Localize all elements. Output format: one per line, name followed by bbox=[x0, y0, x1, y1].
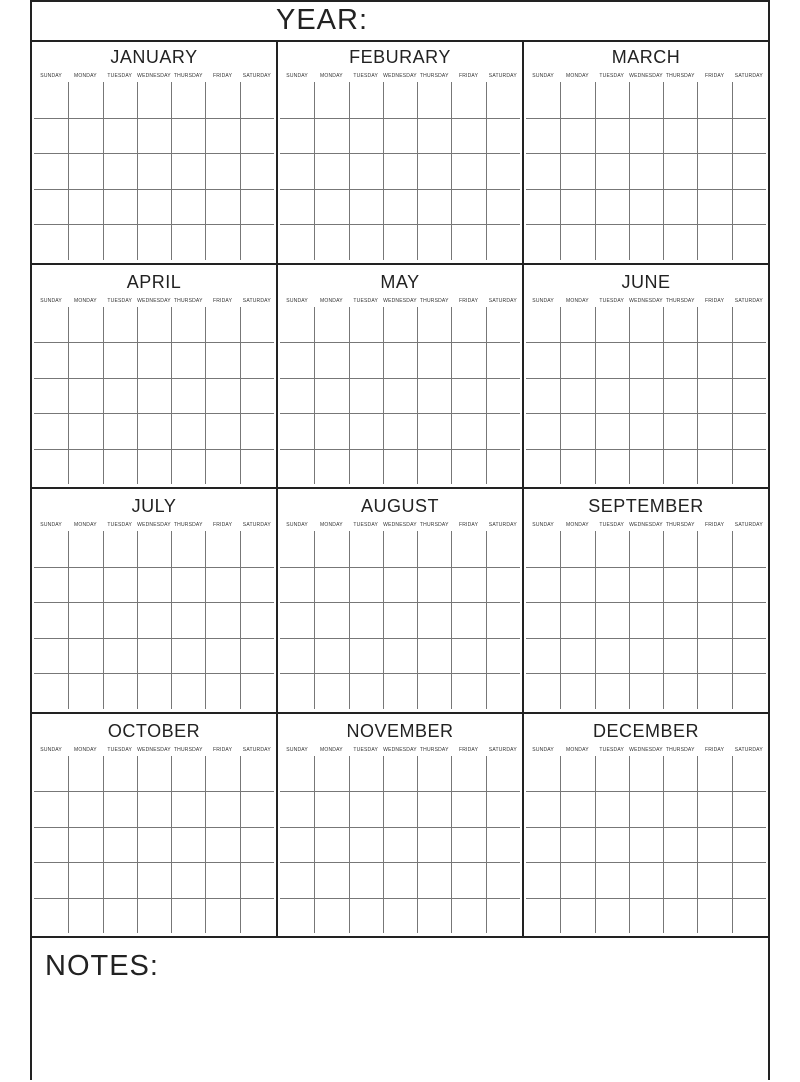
weekday-label: SUNDAY bbox=[40, 522, 62, 528]
grid-column-divider bbox=[451, 531, 452, 709]
weekday-label: SUNDAY bbox=[532, 297, 554, 304]
grid-column-divider bbox=[314, 756, 315, 934]
grid-column-divider bbox=[663, 82, 664, 260]
weekday-label: SATURDAY bbox=[242, 73, 271, 79]
grid-row-divider bbox=[34, 567, 274, 568]
day-grid[interactable] bbox=[280, 307, 520, 485]
weekday-label: WEDNESDAY bbox=[137, 297, 171, 304]
weekday-label: WEDNESDAY bbox=[137, 73, 171, 79]
grid-column-divider bbox=[629, 82, 630, 260]
calendar-sheet bbox=[30, 0, 770, 1080]
grid-row-divider bbox=[526, 118, 766, 119]
weekday-label: TUESDAY bbox=[353, 297, 379, 304]
grid-row-divider bbox=[526, 378, 766, 379]
grid-column-divider bbox=[451, 307, 452, 485]
grid-column-divider bbox=[137, 82, 138, 260]
weekday-label: FRIDAY bbox=[704, 746, 725, 753]
weekday-header bbox=[526, 73, 766, 81]
grid-row-divider bbox=[34, 224, 274, 225]
weekday-label: SATURDAY bbox=[734, 297, 763, 304]
month-title: SEPTEMBER bbox=[588, 496, 704, 516]
grid-column-divider bbox=[595, 756, 596, 934]
weekday-label: MONDAY bbox=[566, 746, 589, 753]
grid-column-divider bbox=[68, 756, 69, 934]
day-grid[interactable] bbox=[34, 531, 274, 709]
grid-row-divider bbox=[280, 827, 520, 828]
month-title: MARCH bbox=[611, 47, 681, 67]
weekday-label: THURSDAY bbox=[419, 522, 449, 528]
weekday-header bbox=[280, 522, 520, 530]
grid-row-divider bbox=[34, 898, 274, 899]
weekday-header bbox=[34, 522, 274, 530]
grid-column-divider bbox=[240, 307, 241, 485]
weekday-label: MONDAY bbox=[74, 297, 97, 304]
grid-row-divider bbox=[280, 567, 520, 568]
grid-column-divider bbox=[68, 82, 69, 260]
grid-column-divider bbox=[171, 531, 172, 709]
weekday-header bbox=[526, 522, 766, 530]
grid-row-divider bbox=[280, 153, 520, 154]
weekday-label: FRIDAY bbox=[212, 73, 233, 79]
grid-column-divider bbox=[417, 307, 418, 485]
weekday-label: SUNDAY bbox=[532, 746, 554, 753]
day-grid[interactable] bbox=[526, 756, 766, 934]
weekday-label: FRIDAY bbox=[704, 522, 725, 528]
weekday-header bbox=[526, 298, 766, 306]
weekday-label: WEDNESDAY bbox=[629, 73, 663, 79]
weekday-label: FRIDAY bbox=[212, 297, 233, 304]
grid-column-divider bbox=[314, 82, 315, 260]
weekday-label: FRIDAY bbox=[458, 297, 479, 304]
grid-row-divider bbox=[526, 153, 766, 154]
grid-column-divider bbox=[314, 307, 315, 485]
weekday-label: THURSDAY bbox=[173, 297, 203, 304]
grid-column-divider bbox=[349, 307, 350, 485]
month-panel-feburary bbox=[278, 40, 524, 265]
grid-column-divider bbox=[68, 531, 69, 709]
weekday-label: THURSDAY bbox=[665, 297, 695, 304]
weekday-label: THURSDAY bbox=[173, 746, 203, 753]
month-title: APRIL bbox=[126, 271, 182, 292]
grid-row-divider bbox=[34, 638, 274, 639]
month-panel-december bbox=[524, 714, 768, 939]
weekday-header bbox=[526, 747, 766, 755]
grid-column-divider bbox=[697, 756, 698, 934]
day-grid[interactable] bbox=[34, 82, 274, 260]
month-title: JUNE bbox=[621, 271, 671, 292]
grid-column-divider bbox=[383, 82, 384, 260]
grid-column-divider bbox=[68, 307, 69, 485]
month-title: JANUARY bbox=[110, 47, 198, 67]
grid-column-divider bbox=[417, 756, 418, 934]
weekday-label: SUNDAY bbox=[40, 746, 62, 753]
weekday-label: FRIDAY bbox=[212, 746, 233, 753]
grid-column-divider bbox=[314, 531, 315, 709]
grid-column-divider bbox=[732, 756, 733, 934]
grid-row-divider bbox=[280, 602, 520, 603]
weekday-label: TUESDAY bbox=[353, 746, 379, 753]
weekday-label: SATURDAY bbox=[488, 746, 517, 753]
grid-column-divider bbox=[383, 756, 384, 934]
weekday-label: FRIDAY bbox=[212, 522, 233, 528]
weekday-label: SATURDAY bbox=[734, 522, 763, 528]
weekday-label: TUESDAY bbox=[599, 522, 625, 528]
grid-row-divider bbox=[526, 638, 766, 639]
weekday-label: FRIDAY bbox=[458, 522, 479, 528]
grid-row-divider bbox=[34, 602, 274, 603]
weekday-label: THURSDAY bbox=[419, 73, 449, 79]
grid-row-divider bbox=[34, 118, 274, 119]
grid-column-divider bbox=[383, 531, 384, 709]
grid-column-divider bbox=[205, 307, 206, 485]
grid-row-divider bbox=[526, 413, 766, 414]
day-grid[interactable] bbox=[526, 531, 766, 709]
weekday-label: SATURDAY bbox=[242, 746, 271, 753]
day-grid[interactable] bbox=[280, 531, 520, 709]
grid-column-divider bbox=[451, 756, 452, 934]
grid-column-divider bbox=[383, 307, 384, 485]
grid-column-divider bbox=[595, 82, 596, 260]
grid-row-divider bbox=[280, 791, 520, 792]
weekday-label: SATURDAY bbox=[488, 73, 517, 79]
grid-column-divider bbox=[103, 756, 104, 934]
month-title: JULY bbox=[131, 496, 177, 516]
grid-column-divider bbox=[103, 531, 104, 709]
weekday-header bbox=[34, 747, 274, 755]
month-panel-may bbox=[278, 265, 524, 490]
weekday-label: MONDAY bbox=[566, 73, 589, 79]
grid-column-divider bbox=[103, 307, 104, 485]
weekday-label: MONDAY bbox=[74, 73, 97, 79]
grid-row-divider bbox=[280, 189, 520, 190]
grid-row-divider bbox=[34, 827, 274, 828]
month-title: DECEMBER bbox=[592, 720, 699, 741]
grid-column-divider bbox=[205, 82, 206, 260]
months-grid bbox=[32, 40, 768, 938]
grid-column-divider bbox=[349, 756, 350, 934]
weekday-label: SATURDAY bbox=[242, 522, 271, 528]
grid-row-divider bbox=[34, 862, 274, 863]
grid-row-divider bbox=[280, 898, 520, 899]
year-bar bbox=[32, 2, 768, 42]
grid-column-divider bbox=[171, 756, 172, 934]
grid-column-divider bbox=[486, 307, 487, 485]
grid-column-divider bbox=[486, 531, 487, 709]
grid-column-divider bbox=[205, 756, 206, 934]
grid-row-divider bbox=[34, 189, 274, 190]
weekday-header bbox=[34, 73, 274, 81]
grid-row-divider bbox=[280, 638, 520, 639]
month-title: FEBURARY bbox=[349, 47, 451, 67]
grid-row-divider bbox=[526, 602, 766, 603]
weekday-header bbox=[280, 298, 520, 306]
weekday-label: FRIDAY bbox=[458, 746, 479, 753]
weekday-label: SATURDAY bbox=[488, 297, 517, 304]
weekday-label: MONDAY bbox=[566, 522, 589, 528]
notes-section bbox=[32, 938, 768, 1082]
grid-row-divider bbox=[526, 449, 766, 450]
weekday-label: MONDAY bbox=[320, 297, 343, 304]
weekday-label: WEDNESDAY bbox=[383, 746, 417, 753]
grid-column-divider bbox=[486, 756, 487, 934]
weekday-label: THURSDAY bbox=[173, 73, 203, 79]
grid-column-divider bbox=[663, 531, 664, 709]
month-panel-january bbox=[32, 40, 278, 265]
grid-column-divider bbox=[137, 756, 138, 934]
weekday-header bbox=[280, 73, 520, 81]
grid-row-divider bbox=[280, 378, 520, 379]
grid-column-divider bbox=[595, 531, 596, 709]
weekday-label: SUNDAY bbox=[532, 522, 554, 528]
weekday-label: MONDAY bbox=[74, 522, 97, 528]
weekday-label: MONDAY bbox=[566, 297, 589, 304]
grid-column-divider bbox=[240, 756, 241, 934]
weekday-label: MONDAY bbox=[320, 73, 343, 79]
grid-column-divider bbox=[240, 531, 241, 709]
grid-row-divider bbox=[280, 862, 520, 863]
day-grid[interactable] bbox=[526, 82, 766, 260]
grid-column-divider bbox=[663, 307, 664, 485]
weekday-label: FRIDAY bbox=[458, 73, 479, 79]
weekday-label: FRIDAY bbox=[704, 297, 725, 304]
grid-row-divider bbox=[280, 342, 520, 343]
month-title: MAY bbox=[380, 271, 420, 292]
weekday-label: TUESDAY bbox=[107, 522, 133, 528]
weekday-label: WEDNESDAY bbox=[629, 746, 663, 753]
grid-column-divider bbox=[486, 82, 487, 260]
weekday-label: SATURDAY bbox=[242, 297, 271, 304]
weekday-label: WEDNESDAY bbox=[383, 297, 417, 304]
day-grid[interactable] bbox=[34, 756, 274, 934]
grid-column-divider bbox=[629, 531, 630, 709]
weekday-label: TUESDAY bbox=[599, 73, 625, 79]
grid-column-divider bbox=[697, 82, 698, 260]
grid-row-divider bbox=[280, 673, 520, 674]
weekday-label: TUESDAY bbox=[599, 746, 625, 753]
grid-row-divider bbox=[526, 791, 766, 792]
grid-column-divider bbox=[205, 531, 206, 709]
grid-column-divider bbox=[349, 82, 350, 260]
month-panel-august bbox=[278, 489, 524, 714]
grid-column-divider bbox=[560, 531, 561, 709]
weekday-label: TUESDAY bbox=[107, 746, 133, 753]
grid-column-divider bbox=[732, 307, 733, 485]
weekday-label: WEDNESDAY bbox=[629, 522, 663, 528]
month-title: AUGUST bbox=[360, 496, 439, 516]
weekday-label: THURSDAY bbox=[665, 746, 695, 753]
weekday-header bbox=[34, 298, 274, 306]
weekday-label: SUNDAY bbox=[532, 73, 554, 79]
grid-column-divider bbox=[560, 307, 561, 485]
weekday-label: FRIDAY bbox=[704, 73, 725, 79]
weekday-label: THURSDAY bbox=[419, 297, 449, 304]
weekday-label: SUNDAY bbox=[286, 746, 308, 753]
grid-row-divider bbox=[34, 791, 274, 792]
weekday-label: SATURDAY bbox=[734, 746, 763, 753]
weekday-label: MONDAY bbox=[320, 746, 343, 753]
grid-column-divider bbox=[103, 82, 104, 260]
month-panel-november bbox=[278, 714, 524, 939]
notes-label: NOTES: bbox=[45, 950, 159, 982]
grid-column-divider bbox=[171, 82, 172, 260]
weekday-label: WEDNESDAY bbox=[137, 746, 171, 753]
grid-row-divider bbox=[526, 898, 766, 899]
grid-column-divider bbox=[697, 531, 698, 709]
grid-column-divider bbox=[171, 307, 172, 485]
grid-row-divider bbox=[34, 413, 274, 414]
grid-column-divider bbox=[663, 756, 664, 934]
grid-column-divider bbox=[137, 531, 138, 709]
grid-column-divider bbox=[697, 307, 698, 485]
weekday-label: SUNDAY bbox=[40, 297, 62, 304]
grid-column-divider bbox=[732, 82, 733, 260]
weekday-label: TUESDAY bbox=[107, 73, 133, 79]
weekday-label: WEDNESDAY bbox=[383, 522, 417, 528]
weekday-label: TUESDAY bbox=[107, 297, 133, 304]
weekday-label: WEDNESDAY bbox=[629, 297, 663, 304]
weekday-label: SATURDAY bbox=[488, 522, 517, 528]
month-title: NOVEMBER bbox=[346, 720, 454, 741]
weekday-label: MONDAY bbox=[320, 522, 343, 528]
weekday-label: THURSDAY bbox=[419, 746, 449, 753]
month-panel-october bbox=[32, 714, 278, 939]
grid-row-divider bbox=[34, 449, 274, 450]
grid-row-divider bbox=[280, 118, 520, 119]
weekday-label: SUNDAY bbox=[40, 73, 62, 79]
grid-row-divider bbox=[34, 378, 274, 379]
grid-row-divider bbox=[280, 224, 520, 225]
grid-column-divider bbox=[732, 531, 733, 709]
weekday-label: WEDNESDAY bbox=[137, 522, 171, 528]
grid-column-divider bbox=[629, 756, 630, 934]
grid-row-divider bbox=[280, 449, 520, 450]
day-grid[interactable] bbox=[280, 82, 520, 260]
month-panel-september bbox=[524, 489, 768, 714]
month-panel-march bbox=[524, 40, 768, 265]
weekday-label: SUNDAY bbox=[286, 73, 308, 79]
weekday-label: TUESDAY bbox=[353, 73, 379, 79]
year-label: YEAR: bbox=[276, 4, 369, 36]
grid-row-divider bbox=[526, 224, 766, 225]
weekday-label: SUNDAY bbox=[286, 297, 308, 304]
grid-row-divider bbox=[526, 342, 766, 343]
grid-column-divider bbox=[137, 307, 138, 485]
grid-column-divider bbox=[240, 82, 241, 260]
grid-column-divider bbox=[629, 307, 630, 485]
day-grid[interactable] bbox=[280, 756, 520, 934]
month-panel-april bbox=[32, 265, 278, 490]
grid-row-divider bbox=[526, 827, 766, 828]
weekday-label: SATURDAY bbox=[734, 73, 763, 79]
grid-column-divider bbox=[595, 307, 596, 485]
weekday-label: TUESDAY bbox=[353, 522, 379, 528]
grid-row-divider bbox=[34, 342, 274, 343]
grid-column-divider bbox=[417, 82, 418, 260]
grid-row-divider bbox=[526, 673, 766, 674]
weekday-label: THURSDAY bbox=[665, 522, 695, 528]
day-grid[interactable] bbox=[34, 307, 274, 485]
day-grid[interactable] bbox=[526, 307, 766, 485]
grid-column-divider bbox=[560, 82, 561, 260]
weekday-header bbox=[280, 747, 520, 755]
weekday-label: THURSDAY bbox=[173, 522, 203, 528]
grid-column-divider bbox=[451, 82, 452, 260]
month-title: OCTOBER bbox=[107, 720, 201, 741]
weekday-label: MONDAY bbox=[74, 746, 97, 753]
grid-column-divider bbox=[560, 756, 561, 934]
grid-row-divider bbox=[34, 673, 274, 674]
grid-row-divider bbox=[280, 413, 520, 414]
weekday-label: TUESDAY bbox=[599, 297, 625, 304]
weekday-label: WEDNESDAY bbox=[383, 73, 417, 79]
grid-row-divider bbox=[34, 153, 274, 154]
grid-row-divider bbox=[526, 189, 766, 190]
month-panel-july bbox=[32, 489, 278, 714]
grid-column-divider bbox=[349, 531, 350, 709]
grid-column-divider bbox=[417, 531, 418, 709]
weekday-label: THURSDAY bbox=[665, 73, 695, 79]
weekday-label: SUNDAY bbox=[286, 522, 308, 528]
month-panel-june bbox=[524, 265, 768, 490]
grid-row-divider bbox=[526, 862, 766, 863]
grid-row-divider bbox=[526, 567, 766, 568]
